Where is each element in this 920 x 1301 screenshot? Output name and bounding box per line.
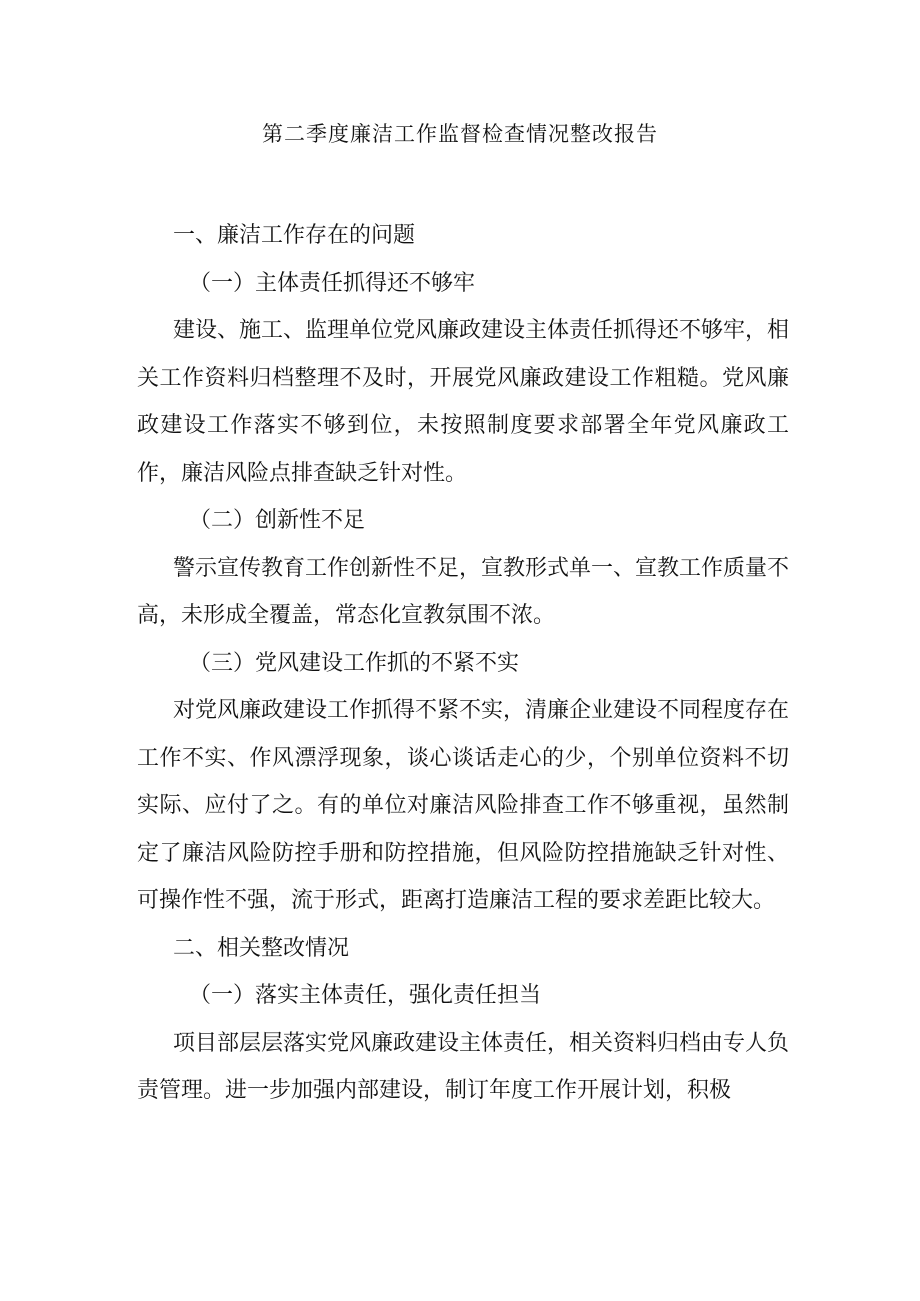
paragraph-1-1: 建设、施工、监理单位党风廉政建设主体责任抓得还不够牢，相关工作资料归档整理不及时，开展党风廉政建设工作粗糙。党风廉政建设工作落实不够到位，未按照制度要求部署全年党风廉政工作，廉洁风险点排查缺乏针对性。 bbox=[137, 318, 790, 486]
subsection-heading-2-1: （一）落实主体责任，强化责任担当 bbox=[189, 983, 542, 1008]
document-body bbox=[137, 212, 789, 1115]
subsection-heading-1-1: （一）主体责任抓得还不够牢 bbox=[189, 270, 476, 296]
paragraph-1-3: 对党风廉政建设工作抓得不紧不实，清廉企业建设不同程度存在工作不实、作风漂浮现象，谈心谈话走心的少，个别单位资料不切实际、应付了之。有的单位对廉洁风险排查工作不够重视，虽然制定了廉洁风险防控手册和防控措施，但风险防控措施缺乏针对性、可操作性不强，流于形式，距离打造廉洁工程的要求差距比较大。 bbox=[137, 698, 790, 913]
document-title: 第二季度廉洁工作监督检查情况整改报告 bbox=[262, 122, 658, 146]
section-heading-2: 二、相关整改情况 bbox=[173, 935, 350, 961]
paragraph-1-2: 警示宣传教育工作创新性不足，宣教形式单一、宣教工作质量不高，未形成全覆盖，常态化宣教氛围不浓。 bbox=[137, 555, 790, 628]
subsection-heading-1-2: （二）创新性不足 bbox=[189, 508, 366, 533]
subsection-heading-1-3: （三）党风建设工作抓的不紧不实 bbox=[189, 650, 520, 676]
section-heading-1: 一、廉洁工作存在的问题 bbox=[173, 223, 416, 248]
paragraph-2-1: 项目部层层落实党风廉政建设主体责任，相关资料归档由专人负责管理。进一步加强内部建设，制订年度工作开展计划，积极 bbox=[137, 1030, 790, 1103]
